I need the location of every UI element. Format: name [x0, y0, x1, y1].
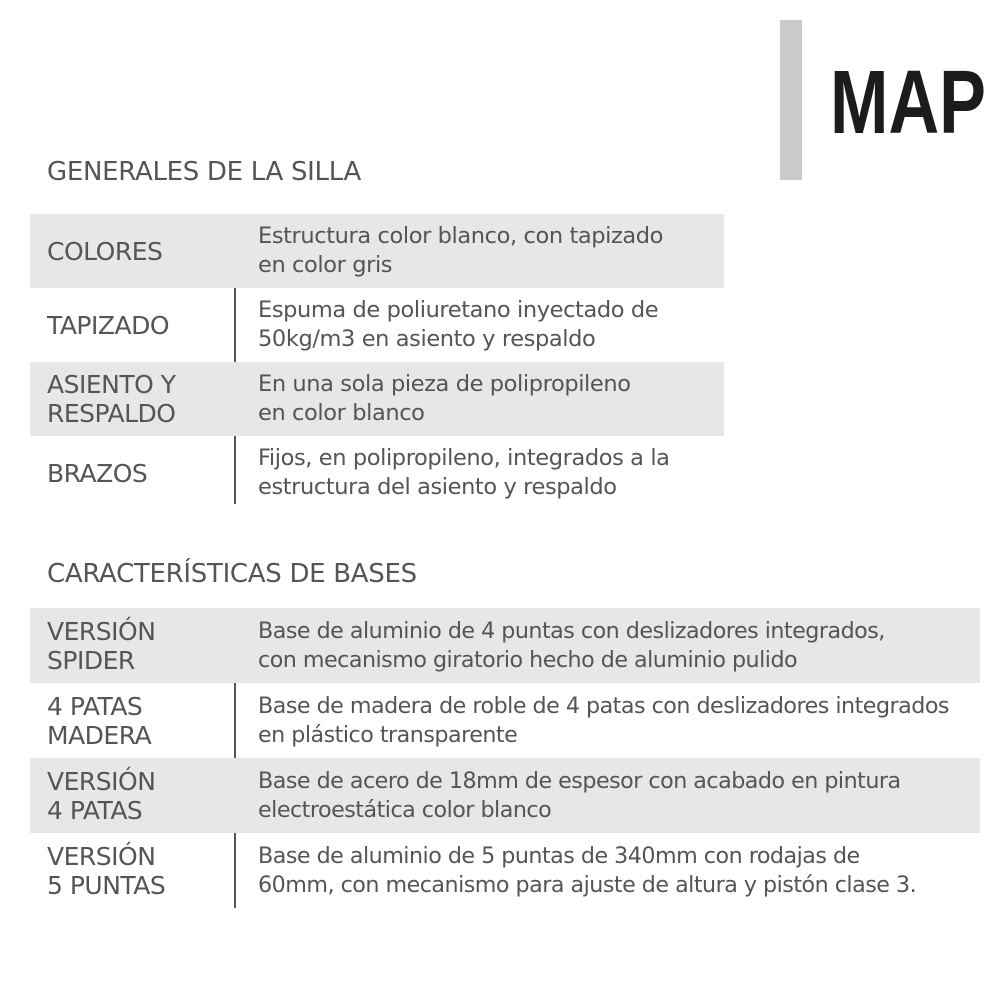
row-value-line: Estructura color blanco, con tapizado	[258, 223, 664, 249]
row-label-line: 5 PUNTAS	[47, 870, 166, 900]
row-value-line: 60mm, con mecanismo para ajuste de altura y pistón clase 3.	[258, 871, 917, 898]
table-row	[30, 758, 980, 833]
row-value	[235, 444, 724, 502]
row-value	[235, 296, 724, 354]
row-value-line: electroestática color blanco	[258, 796, 552, 823]
row-value-line: 50kg/m3 en asiento y respaldo	[258, 326, 596, 352]
row-value-line: Base de acero de 18mm de espesor con acabado en pintura	[258, 767, 901, 794]
section-title-generales: GENERALES DE LA SILLA	[47, 157, 362, 187]
row-value-line: en color blanco	[258, 400, 425, 426]
spec-table-bases	[30, 608, 980, 908]
section-title-bases: CARACTERÍSTICAS DE BASES	[47, 559, 417, 589]
brand-logo: MAP	[830, 53, 986, 153]
row-label	[30, 311, 235, 340]
row-label-line: VERSIÓN	[47, 841, 156, 871]
table-row	[30, 608, 980, 683]
row-value-line: Fijos, en polipropileno, integrados a la	[258, 445, 670, 471]
table-row	[30, 214, 724, 288]
table-row	[30, 683, 980, 758]
row-value-line: En una sola pieza de polipropileno	[258, 371, 631, 397]
row-label-line: MADERA	[47, 720, 152, 750]
row-label-line: SPIDER	[47, 645, 135, 675]
row-label-line: 4 PATAS	[47, 691, 143, 721]
row-label-line: BRAZOS	[47, 458, 148, 488]
row-value-line: Base de aluminio de 5 puntas de 340mm con rodajas de	[258, 842, 860, 869]
brand-accent-bar	[780, 20, 802, 180]
row-label-line: ASIENTO Y	[47, 370, 176, 399]
row-value-line: Espuma de poliuretano inyectado de	[258, 297, 659, 323]
table-row	[30, 833, 980, 908]
row-label-line: TAPIZADO	[47, 310, 170, 340]
row-label	[30, 459, 235, 488]
row-value-line: con mecanismo giratorio hecho de aluminio pulido	[258, 646, 798, 673]
spec-table-generales	[30, 214, 724, 510]
row-label	[30, 617, 235, 675]
row-label-line: VERSIÓN	[47, 766, 156, 796]
row-value-line: Base de madera de roble de 4 patas con deslizadores integrados	[258, 692, 949, 719]
table-row	[30, 362, 724, 436]
row-value-line: en plástico transparente	[258, 721, 518, 748]
row-value	[235, 617, 980, 675]
row-label	[30, 237, 235, 266]
row-label	[30, 842, 235, 900]
row-value	[235, 692, 980, 750]
row-label	[30, 370, 235, 428]
row-label-line: 4 PATAS	[47, 795, 143, 825]
row-value-line: en color gris	[258, 252, 393, 278]
row-value	[235, 842, 980, 900]
row-label	[30, 767, 235, 825]
table-row	[30, 436, 724, 510]
row-label	[30, 692, 235, 750]
row-label-line: VERSIÓN	[47, 616, 156, 646]
row-label-line: COLORES	[47, 236, 163, 266]
row-value-line: estructura del asiento y respaldo	[258, 474, 617, 500]
row-value-line: Base de aluminio de 4 puntas con deslizadores integrados,	[258, 617, 885, 644]
table-row	[30, 288, 724, 362]
row-value	[235, 767, 980, 825]
row-label-line: RESPALDO	[47, 399, 176, 428]
row-value	[235, 222, 724, 280]
row-value	[235, 370, 724, 428]
